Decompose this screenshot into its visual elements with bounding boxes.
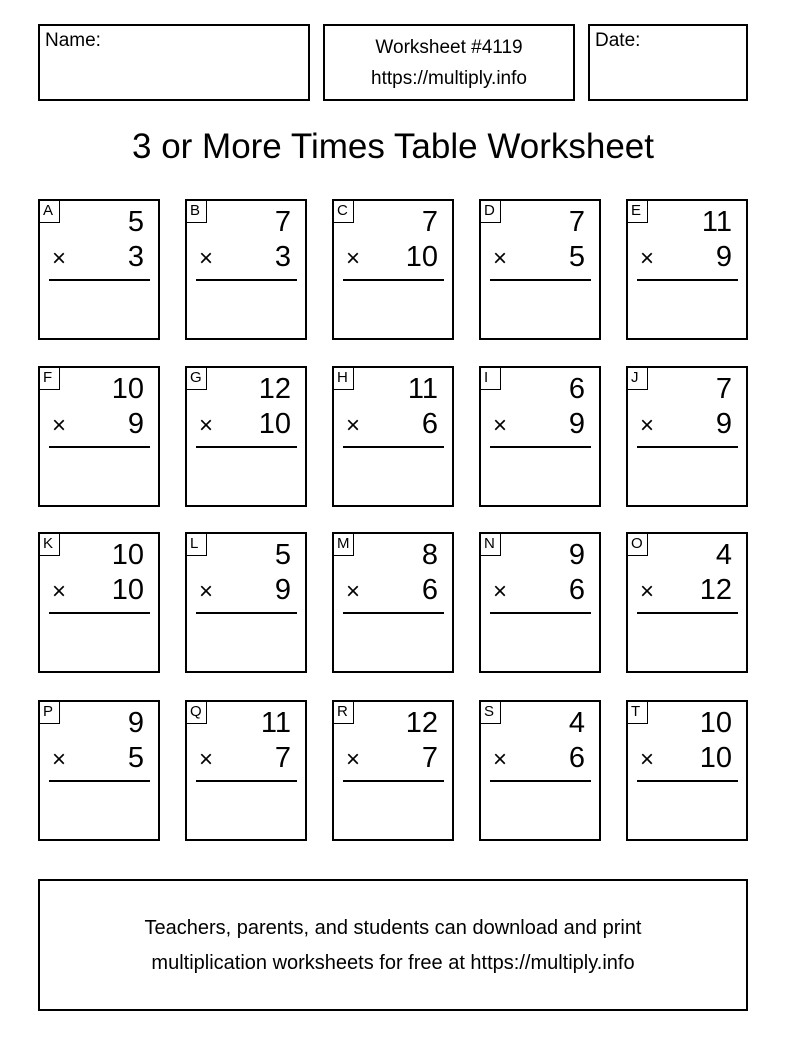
- times-sign: ×: [640, 412, 655, 439]
- footer-text-line-2: multiplication worksheets for free at https://multiply.info: [151, 952, 635, 974]
- multiplicand: 4: [715, 539, 732, 571]
- problem-letter: Q: [187, 702, 207, 724]
- multiplier: 10: [699, 742, 732, 774]
- problem-card[interactable]: [38, 366, 160, 507]
- problem-letter: R: [334, 702, 354, 724]
- problem-letter: S: [481, 702, 501, 724]
- times-sign: ×: [346, 578, 361, 605]
- multiplicand: 7: [274, 206, 291, 238]
- times-sign: ×: [493, 578, 508, 605]
- problem-card[interactable]: [38, 199, 160, 340]
- multiplier: 3: [274, 241, 291, 273]
- times-sign: ×: [52, 245, 67, 272]
- multiplier: 9: [715, 408, 732, 440]
- problem-card[interactable]: [185, 700, 307, 841]
- answer-line: [490, 446, 591, 448]
- problem-card[interactable]: [38, 700, 160, 841]
- date-label: Date:: [595, 30, 641, 51]
- multiplicand: 12: [405, 707, 438, 739]
- problem-letter: I: [481, 368, 501, 390]
- times-sign: ×: [199, 746, 214, 773]
- problem-card[interactable]: [185, 532, 307, 673]
- multiplier: 9: [127, 408, 144, 440]
- times-sign: ×: [493, 412, 508, 439]
- multiplier: 7: [421, 742, 438, 774]
- problem-letter: E: [628, 201, 648, 223]
- times-sign: ×: [640, 746, 655, 773]
- multiplicand: 5: [274, 539, 291, 571]
- problem-card[interactable]: [626, 532, 748, 673]
- problem-card[interactable]: [626, 700, 748, 841]
- problem-letter: N: [481, 534, 501, 556]
- multiplicand: 7: [715, 373, 732, 405]
- multiplier: 9: [274, 574, 291, 606]
- answer-line: [196, 446, 297, 448]
- problem-letter: T: [628, 702, 648, 724]
- multiplicand: 10: [699, 707, 732, 739]
- multiplier: 5: [127, 742, 144, 774]
- date-field-box[interactable]: [588, 24, 748, 101]
- times-sign: ×: [346, 245, 361, 272]
- answer-line: [637, 446, 738, 448]
- problem-letter: B: [187, 201, 207, 223]
- page-title: 3 or More Times Table Worksheet: [132, 127, 654, 166]
- multiplicand: 4: [568, 707, 585, 739]
- answer-line: [490, 612, 591, 614]
- multiplicand: 9: [127, 707, 144, 739]
- answer-line: [637, 279, 738, 281]
- multiplier: 6: [568, 574, 585, 606]
- multiplicand: 11: [260, 707, 291, 739]
- problem-letter: O: [628, 534, 648, 556]
- problem-card[interactable]: [479, 532, 601, 673]
- answer-line: [343, 612, 444, 614]
- answer-line: [637, 780, 738, 782]
- problem-card[interactable]: [332, 199, 454, 340]
- answer-line: [343, 446, 444, 448]
- answer-line: [490, 780, 591, 782]
- times-sign: ×: [640, 245, 655, 272]
- problem-card[interactable]: [38, 532, 160, 673]
- problem-card[interactable]: [332, 532, 454, 673]
- answer-line: [196, 612, 297, 614]
- problem-card[interactable]: [479, 700, 601, 841]
- problem-card[interactable]: [185, 199, 307, 340]
- name-label: Name:: [45, 30, 101, 51]
- times-sign: ×: [52, 746, 67, 773]
- multiplier: 9: [715, 241, 732, 273]
- worksheet-url: https://multiply.info: [371, 68, 527, 89]
- answer-line: [196, 279, 297, 281]
- problem-card[interactable]: [332, 366, 454, 507]
- multiplicand: 10: [111, 539, 144, 571]
- multiplier: 6: [568, 742, 585, 774]
- multiplicand: 8: [421, 539, 438, 571]
- times-sign: ×: [640, 578, 655, 605]
- answer-line: [490, 279, 591, 281]
- multiplicand: 7: [421, 206, 438, 238]
- times-sign: ×: [493, 746, 508, 773]
- multiplier: 10: [405, 241, 438, 273]
- multiplier: 3: [127, 241, 144, 273]
- times-sign: ×: [493, 245, 508, 272]
- times-sign: ×: [52, 412, 67, 439]
- multiplier: 9: [568, 408, 585, 440]
- multiplier: 10: [111, 574, 144, 606]
- times-sign: ×: [199, 578, 214, 605]
- problem-card[interactable]: [626, 199, 748, 340]
- problem-letter: F: [40, 368, 60, 390]
- answer-line: [196, 780, 297, 782]
- multiplicand: 10: [111, 373, 144, 405]
- multiplicand: 5: [127, 206, 144, 238]
- problem-letter: C: [334, 201, 354, 223]
- multiplicand: 7: [568, 206, 585, 238]
- problem-letter: H: [334, 368, 354, 390]
- times-sign: ×: [346, 412, 361, 439]
- worksheet-number: Worksheet #4119: [375, 37, 523, 58]
- answer-line: [637, 612, 738, 614]
- multiplier: 6: [421, 408, 438, 440]
- multiplier: 12: [699, 574, 732, 606]
- worksheet-info-box: [323, 24, 575, 101]
- problem-letter: D: [481, 201, 501, 223]
- multiplier: 7: [274, 742, 291, 774]
- footer-box: [38, 879, 748, 1011]
- answer-line: [343, 780, 444, 782]
- answer-line: [49, 446, 150, 448]
- problem-letter: A: [40, 201, 60, 223]
- problem-letter: K: [40, 534, 60, 556]
- multiplicand: 12: [258, 373, 291, 405]
- multiplicand: 6: [568, 373, 585, 405]
- multiplicand: 9: [568, 539, 585, 571]
- problem-card[interactable]: [626, 366, 748, 507]
- times-sign: ×: [199, 245, 214, 272]
- multiplicand: 11: [407, 373, 438, 405]
- name-field-box[interactable]: [38, 24, 310, 101]
- multiplier: 10: [258, 408, 291, 440]
- problem-card[interactable]: [479, 366, 601, 507]
- problem-letter: M: [334, 534, 354, 556]
- times-sign: ×: [52, 578, 67, 605]
- problem-letter: L: [187, 534, 207, 556]
- problem-card[interactable]: [479, 199, 601, 340]
- answer-line: [49, 780, 150, 782]
- problem-card[interactable]: [185, 366, 307, 507]
- multiplier: 6: [421, 574, 438, 606]
- problem-card[interactable]: [332, 700, 454, 841]
- multiplier: 5: [568, 241, 585, 273]
- answer-line: [49, 279, 150, 281]
- problem-letter: J: [628, 368, 648, 390]
- footer-text-line-1: Teachers, parents, and students can download and print: [144, 917, 642, 939]
- times-sign: ×: [199, 412, 214, 439]
- times-sign: ×: [346, 746, 361, 773]
- problem-letter: P: [40, 702, 60, 724]
- answer-line: [49, 612, 150, 614]
- multiplicand: 11: [701, 206, 732, 238]
- answer-line: [343, 279, 444, 281]
- problem-letter: G: [187, 368, 207, 390]
